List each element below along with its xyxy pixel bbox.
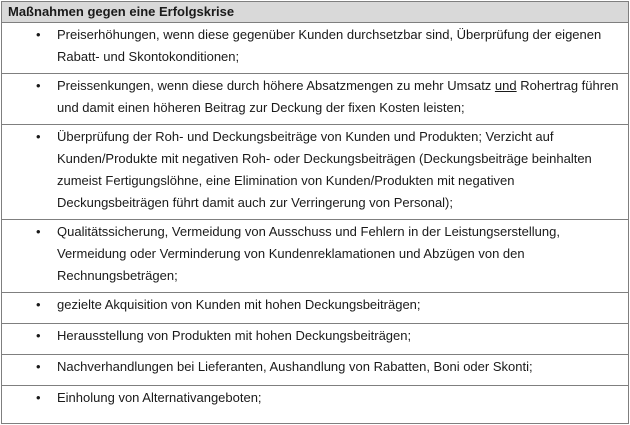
list-item-text: gezielte Akquisition von Kunden mit hohen Deckungsbeiträgen;: [57, 297, 421, 312]
list-item: [2, 220, 629, 293]
list-item-text: Preiserhöhungen, wenn diese gegenüber Kunden durchsetzbar sind, Überprüfung der eigenen Rabatt- und Skontokonditionen;: [57, 27, 602, 64]
list-item: [2, 125, 629, 220]
list-item: [2, 386, 629, 424]
table-row: [2, 74, 629, 125]
list-item: [2, 355, 629, 386]
list-item-text: Einholung von Alternativangeboten;: [57, 390, 262, 405]
list-item: [2, 324, 629, 355]
table-row: [2, 386, 629, 424]
list-item-text-after: Rohertrag führen und damit einen höheren Beitrag zur Deckung der fixen Kosten leisten;: [57, 78, 619, 115]
list-item-text-underlined: und: [494, 78, 517, 93]
table-title: Maßnahmen gegen eine Erfolgskrise: [2, 2, 629, 23]
table-row: [2, 220, 629, 293]
bullet-icon: •: [36, 129, 41, 144]
list-item: [2, 74, 629, 125]
table-row: [2, 293, 629, 324]
bullet-icon: •: [36, 27, 41, 42]
bullet-icon: •: [36, 297, 41, 312]
list-item-text: Herausstellung von Produkten mit hohen Deckungsbeiträgen;: [57, 328, 412, 343]
list-item-text-before: Preissenkungen, wenn diese durch höhere Absatzmengen zu mehr Umsatz: [57, 78, 495, 93]
bullet-icon: •: [36, 78, 41, 93]
table-header-row: [2, 2, 629, 23]
list-item: [2, 293, 629, 324]
measures-table: [1, 1, 629, 424]
bullet-icon: •: [36, 390, 41, 405]
bullet-icon: •: [36, 328, 41, 343]
list-item-text: Nachverhandlungen bei Lieferanten, Aushandlung von Rabatten, Boni oder Skonti;: [57, 359, 533, 374]
bullet-icon: •: [36, 359, 41, 374]
table-row: [2, 355, 629, 386]
table-row: [2, 23, 629, 74]
list-item-text: Qualitätssicherung, Vermeidung von Ausschuss und Fehlern in der Leistungserstellung, Vermeidung oder Verminderung von Kundenreklamationen und Abzügen von den Rechnungsbeträgen;: [57, 224, 560, 283]
table-row: [2, 324, 629, 355]
list-item-text: Überprüfung der Roh- und Deckungsbeiträge von Kunden und Produkten; Verzicht auf Kunden/Produkte mit negativen Roh- oder Deckungsbeiträgen (Deckungsbeiträge beinhalten zumeist Fertigungslöhne, eine Elimination von Kunden/Produkten mit negativen Deckungsbeiträgen führt damit auch zur Verringerung von Personal);: [57, 129, 592, 210]
bullet-icon: •: [36, 224, 41, 239]
table-row: [2, 125, 629, 220]
list-item: [2, 23, 629, 74]
